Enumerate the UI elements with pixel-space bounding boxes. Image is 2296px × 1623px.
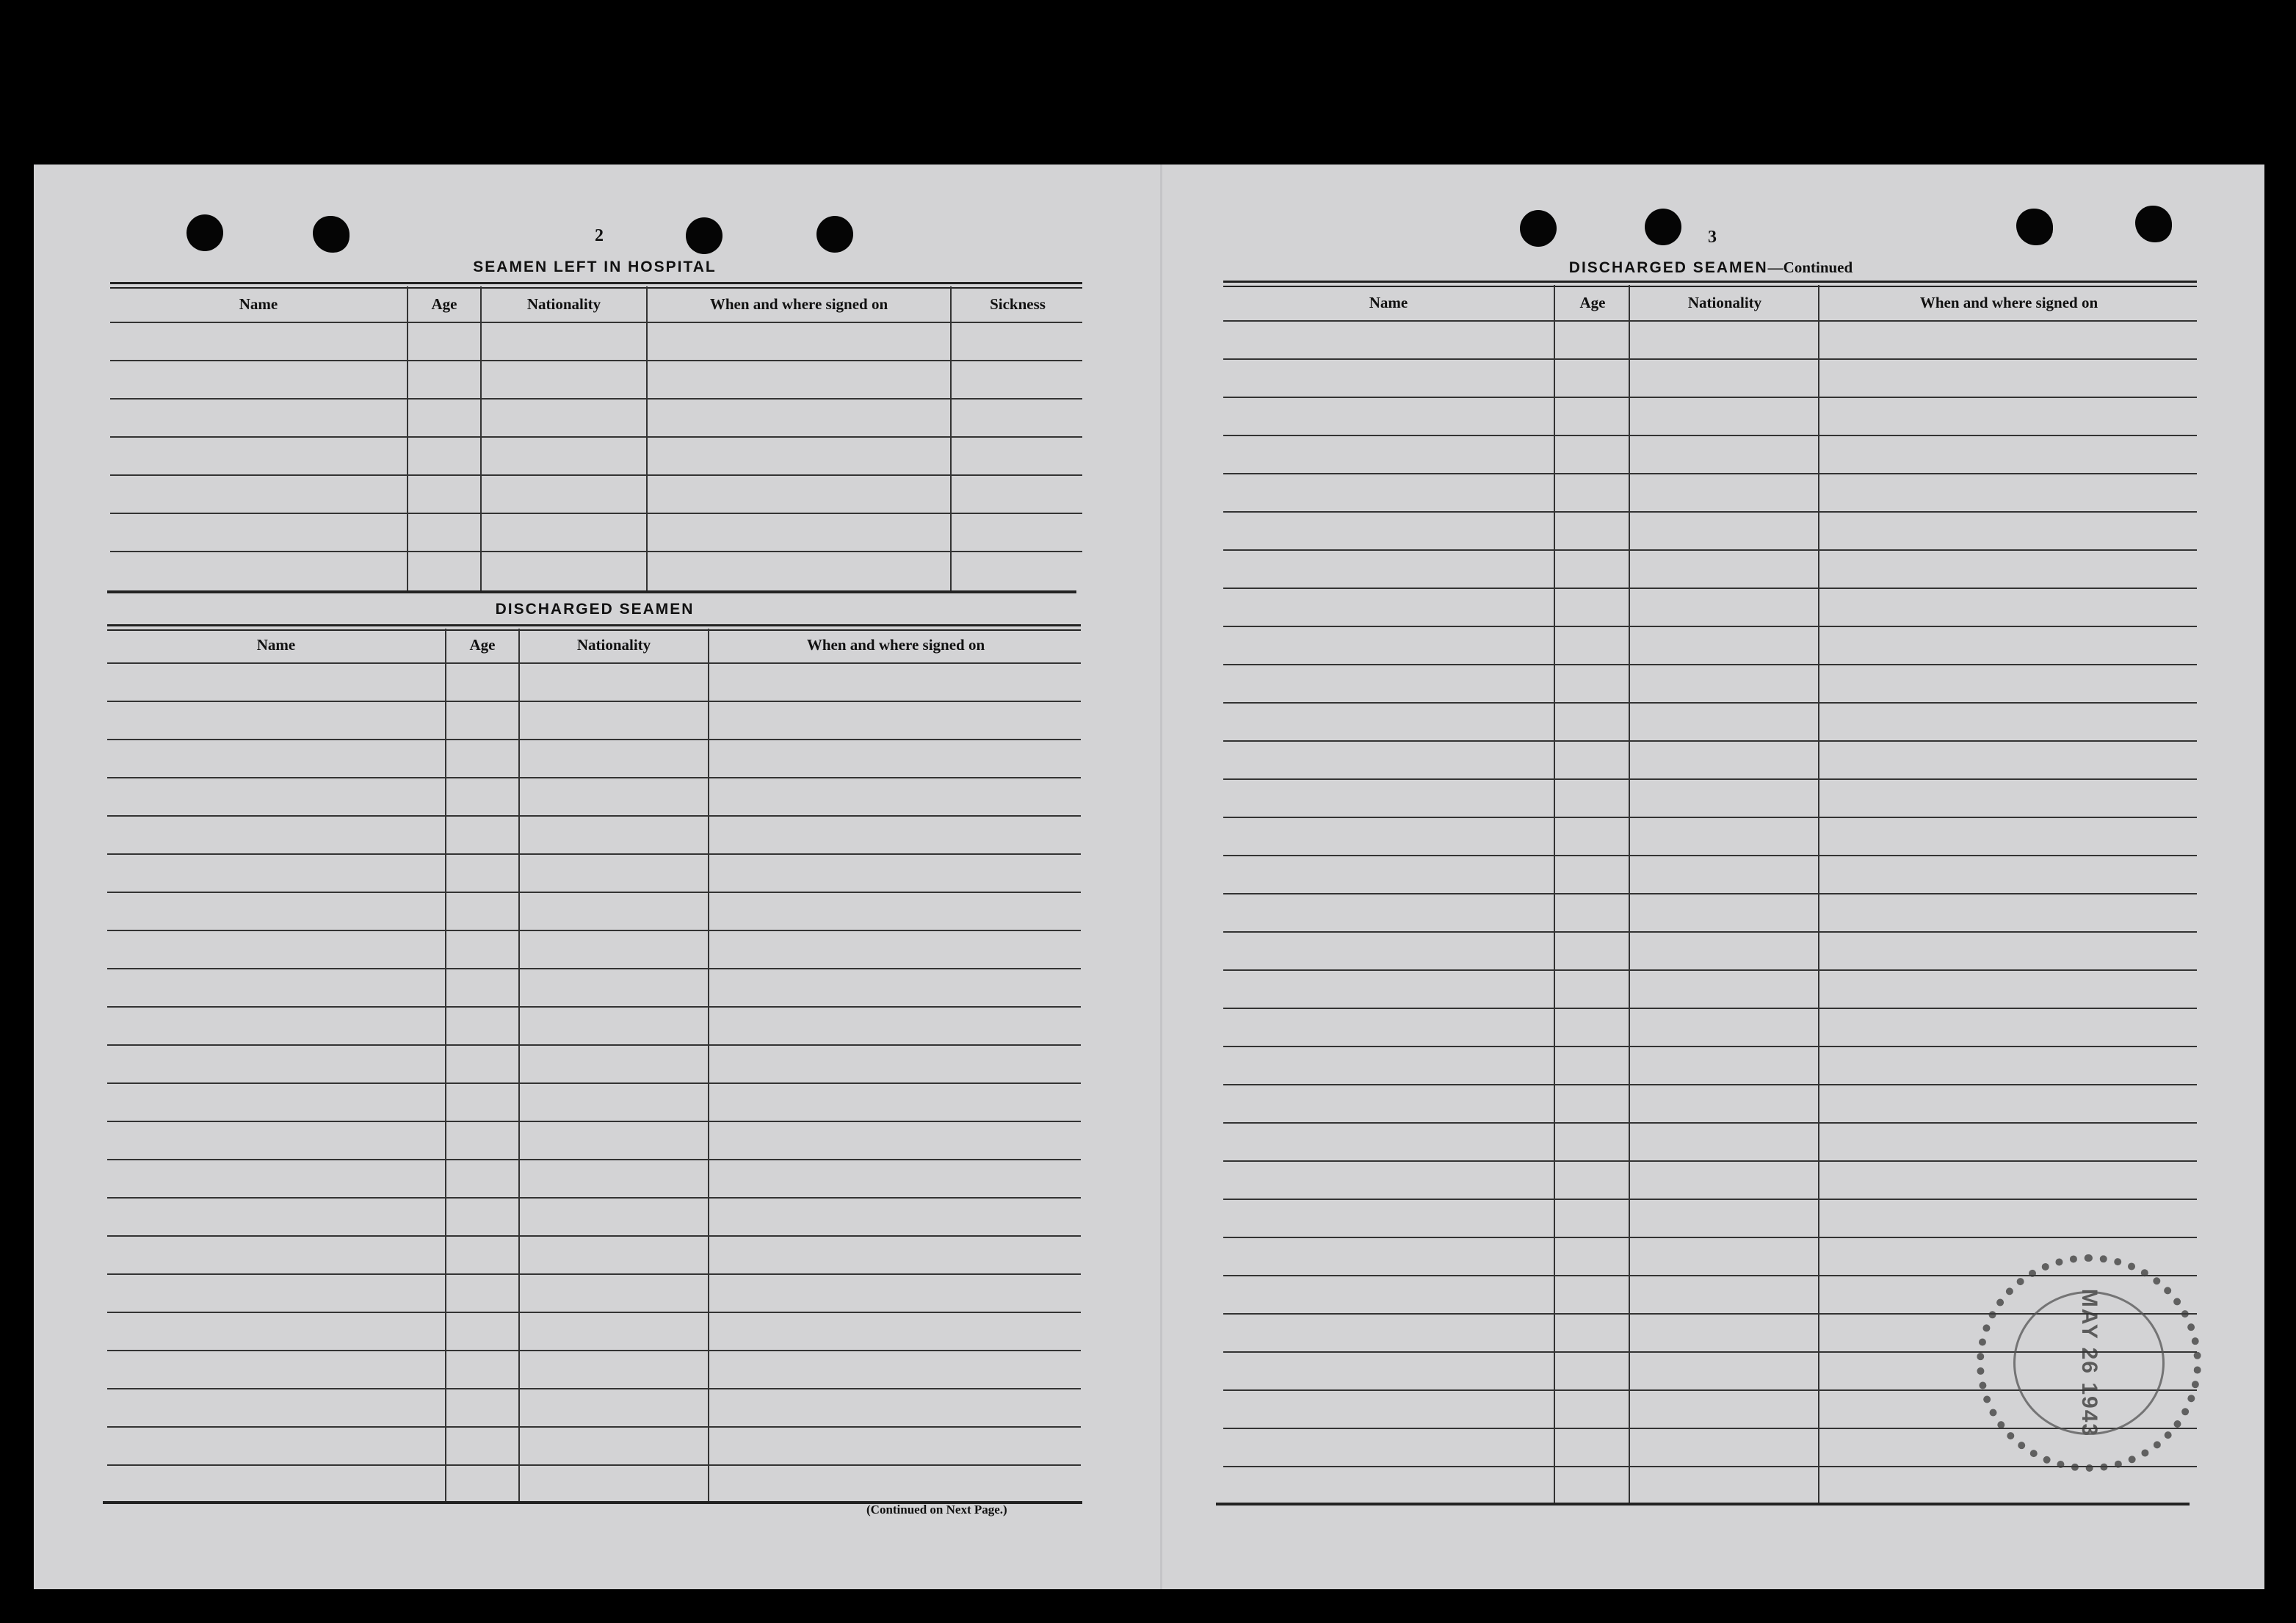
column-header-age: Age: [1579, 294, 1606, 311]
table-row-rule: [107, 1006, 1081, 1008]
table-row-rule: [1223, 1046, 2197, 1047]
discharged-continued-title-main: DISCHARGED SEAMEN: [1568, 259, 1768, 276]
table-row-rule: [1223, 435, 2197, 436]
table-row-rule: [1223, 1008, 2197, 1009]
table-row-rule: [107, 968, 1081, 969]
column-header-when-where: When and where signed on: [709, 295, 888, 313]
column-divider: [646, 286, 648, 590]
table-row-rule: [110, 513, 1082, 514]
table-row-rule: [1223, 549, 2197, 551]
column-header-nationality: Nationality: [1687, 294, 1762, 311]
table-top-rule: [1223, 286, 2197, 287]
table-row-rule: [110, 551, 1082, 552]
table-row-rule: [110, 398, 1082, 400]
table-row-rule: [107, 930, 1081, 931]
table-row-rule: [107, 1159, 1081, 1160]
table-row-rule: [107, 815, 1081, 817]
table-row-rule: [107, 1426, 1081, 1428]
table-row-rule: [1223, 358, 2197, 360]
discharged-section-title: DISCHARGED SEAMEN: [495, 601, 695, 618]
table-row-rule: [1223, 626, 2197, 627]
table-row-rule: [107, 892, 1081, 893]
column-divider: [1629, 285, 1630, 1504]
table-row-rule: [107, 662, 1081, 664]
punch-hole: [816, 216, 853, 253]
table-row-rule: [107, 1312, 1081, 1313]
table-row-rule: [107, 1464, 1081, 1466]
table-row-rule: [1223, 740, 2197, 742]
table-top-rule: [110, 287, 1082, 289]
receipt-stamp: [1977, 1254, 2201, 1472]
stamp-date: MAY 26 1943: [2077, 1288, 2101, 1438]
hospital-section-title: SEAMEN LEFT IN HOSPITAL: [473, 259, 717, 275]
table-row-rule: [1223, 588, 2197, 589]
table-top-rule: [110, 282, 1082, 284]
table-top-rule: [1223, 281, 2197, 283]
table-row-rule: [107, 739, 1081, 740]
discharged-continued-title: [1527, 259, 1894, 277]
column-divider: [518, 629, 520, 1501]
punch-hole: [2135, 206, 2172, 242]
punch-hole: [2016, 209, 2053, 245]
column-header-when-where: When and where signed on: [806, 636, 985, 654]
table-row-rule: [107, 1121, 1081, 1122]
column-header-when-where: When and where signed on: [1919, 294, 2098, 311]
table-row-rule: [110, 474, 1082, 476]
column-header-sickness: Sickness: [990, 295, 1046, 313]
table-row-rule: [1223, 397, 2197, 398]
column-divider: [480, 286, 482, 590]
column-divider: [1554, 285, 1555, 1504]
table-top-rule: [107, 624, 1081, 626]
table-row-rule: [1223, 1466, 2197, 1467]
table-row-rule: [110, 322, 1082, 323]
table-row-rule: [1223, 511, 2197, 513]
continued-note: (Continued on Next Page.): [866, 1503, 1007, 1517]
column-divider: [1818, 285, 1819, 1504]
document-sheet: [34, 165, 2264, 1589]
table-row-rule: [110, 360, 1082, 361]
column-divider: [445, 629, 446, 1501]
table-row-rule: [107, 777, 1081, 778]
column-header-age: Age: [431, 295, 457, 313]
table-row-rule: [107, 1082, 1081, 1084]
punch-hole: [313, 216, 350, 253]
page-number-left: 2: [595, 226, 604, 245]
punch-hole: [686, 217, 723, 254]
table-row-rule: [1223, 931, 2197, 933]
column-header-nationality: Nationality: [576, 636, 651, 654]
table-row-rule: [1223, 855, 2197, 856]
table-row-rule: [1223, 664, 2197, 665]
table-row-rule: [1223, 1160, 2197, 1162]
punch-hole: [1520, 210, 1557, 247]
table-row-rule: [1223, 1084, 2197, 1085]
table-row-rule: [107, 853, 1081, 855]
column-divider: [708, 629, 709, 1501]
punch-hole: [186, 214, 223, 251]
table-row-rule: [107, 1235, 1081, 1237]
table-row-rule: [107, 1388, 1081, 1389]
table-row-rule: [1223, 969, 2197, 971]
table-row-rule: [1223, 473, 2197, 474]
column-header-age: Age: [469, 636, 496, 654]
discharged-continued-title-suffix: —Continued: [1767, 259, 1853, 276]
column-divider: [407, 286, 408, 590]
table-row-rule: [1223, 778, 2197, 780]
table-row-rule: [1223, 320, 2197, 322]
column-header-name: Name: [256, 636, 296, 654]
table-row-rule: [107, 1350, 1081, 1351]
table-row-rule: [107, 1273, 1081, 1275]
table-row-rule: [1223, 817, 2197, 818]
page-fold: [1160, 165, 1162, 1589]
table-row-rule: [1223, 893, 2197, 894]
table-top-rule: [107, 629, 1081, 631]
table-bottom-rule: [107, 590, 1076, 593]
table-row-rule: [107, 1197, 1081, 1199]
table-row-rule: [1223, 1122, 2197, 1124]
table-row-rule: [107, 1044, 1081, 1046]
table-row-rule: [1223, 1199, 2197, 1200]
column-header-name: Name: [239, 295, 278, 313]
column-header-nationality: Nationality: [526, 295, 601, 313]
table-row-rule: [1223, 1237, 2197, 1238]
column-header-name: Name: [1369, 294, 1408, 311]
table-row-rule: [110, 436, 1082, 438]
table-row-rule: [1223, 702, 2197, 704]
page-number-right: 3: [1708, 228, 1717, 247]
column-divider: [950, 286, 952, 590]
punch-hole: [1645, 209, 1681, 245]
table-row-rule: [107, 701, 1081, 702]
table-bottom-rule: [1216, 1503, 2190, 1505]
